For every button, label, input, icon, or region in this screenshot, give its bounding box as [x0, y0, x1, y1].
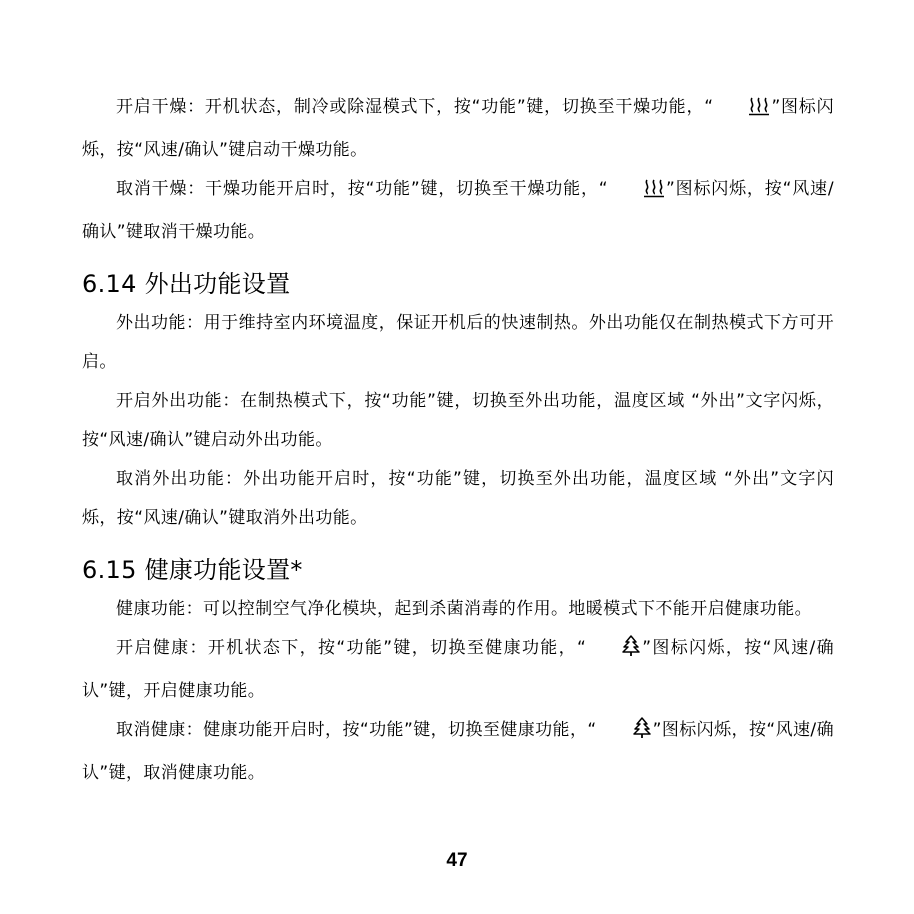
- dry-open-text-before: 开机状态，制冷或除湿模式下，按“功能”键，切换至干燥功能，“: [204, 97, 714, 117]
- health-intro-paragraph: 健康功能：可以控制空气净化模块，起到杀菌消毒的作用。地暖模式下不能开启健康功能。: [116, 599, 812, 619]
- away-open-paragraph: 开启外出功能：在制热模式下，按“功能”键，切换至外出功能，温度区域 “外出”文字闪烁，按“风速/确认”键启动外出功能。: [82, 391, 834, 450]
- health-cancel-paragraph: [82, 711, 834, 793]
- heat-waves-icon: [714, 92, 770, 131]
- health-open-text-after: ”图标闪烁，按“风速/确认”键，开启健康功能。: [82, 638, 834, 701]
- page-number: 47: [446, 850, 468, 871]
- dry-open-paragraph: [82, 88, 834, 170]
- dry-cancel-text-after: ”图标闪烁，按“风速/确认”键取消干燥功能。: [82, 179, 834, 242]
- tree-icon: [587, 633, 641, 672]
- tree-icon: [598, 715, 652, 754]
- dry-open-label: 开启干燥：: [116, 97, 205, 117]
- health-open-text-before: 开机状态下，按“功能”键，切换至健康功能，“: [207, 638, 587, 658]
- health-open-label: 开启健康：: [116, 638, 208, 658]
- away-intro-paragraph: 外出功能：用于维持室内环境温度，保证开机后的快速制热。外出功能仅在制热模式下方可开启。: [82, 313, 834, 372]
- heat-waves-icon: [609, 174, 665, 213]
- away-section-heading: 6.14 外出功能设置: [82, 270, 291, 298]
- away-cancel-paragraph: 取消外出功能：外出功能开启时，按“功能”键，切换至外出功能，温度区域 “外出”文字闪烁，按“风速/确认”键取消外出功能。: [82, 469, 834, 528]
- health-cancel-text-before: 健康功能开启时，按“功能”键，切换至健康功能，“: [203, 720, 597, 740]
- page-content: [82, 88, 834, 793]
- health-open-paragraph: [82, 629, 834, 711]
- health-section-heading: 6.15 健康功能设置*: [82, 556, 303, 584]
- health-cancel-text-after: ”图标闪烁，按“风速/确认”键，取消健康功能。: [82, 720, 834, 783]
- dry-cancel-paragraph: [82, 170, 834, 252]
- dry-open-text-after: ”图标闪烁，按“风速/确认”键启动干燥功能。: [82, 97, 834, 160]
- dry-cancel-label: 取消干燥：: [116, 179, 206, 199]
- dry-cancel-text-before: 干燥功能开启时，按“功能”键，切换至干燥功能，“: [205, 179, 608, 199]
- health-cancel-label: 取消健康：: [116, 720, 204, 740]
